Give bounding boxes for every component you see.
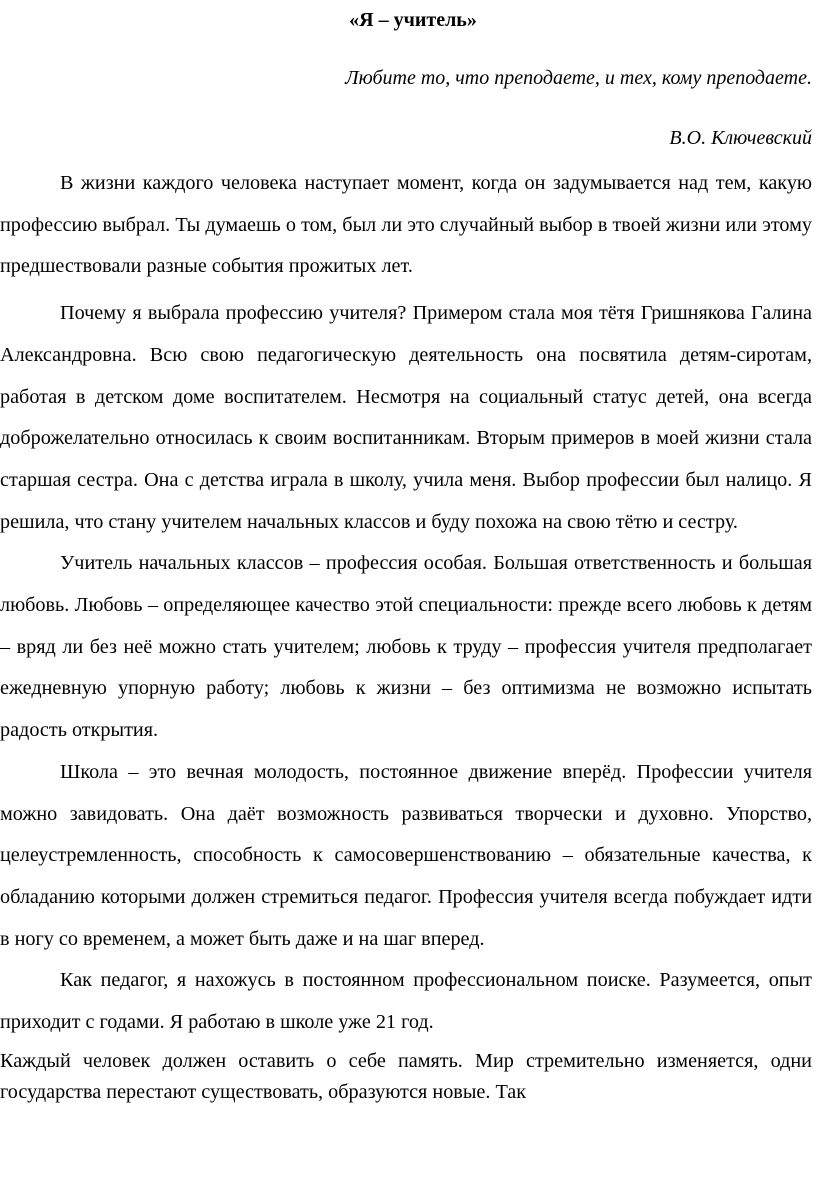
paragraph: Как педагог, я нахожусь в постоянном профессиональном поиске. Разумеется, опыт приходит с годами. Я работаю в школе уже 21 год. <box>0 969 812 1034</box>
epigraph-quote: Любите то, что преподаете, и тех, кому преподаете. <box>345 67 812 89</box>
paragraph: Школа – это вечная молодость, постоянное движение вперёд. Профессии учителя можно завидовать. Она даёт возможность развиваться творчески и духовно. Упорство, целеустремленность, способность к самосовершенствованию – обязательные качества, к обладанию которыми должен стремиться педагог. Профессия учителя всегда побуждает идти в ногу со временем, а может быть даже и на шаг вперед. <box>0 760 812 950</box>
page-title: «Я – учитель» <box>349 9 477 31</box>
paragraph: В жизни каждого человека наступает момент, когда он задумывается над тем, какую профессию выбрал. Ты думаешь о том, был ли это случайный выбор в твоей жизни или этому предшествовали разные события прожитых лет. <box>0 172 812 278</box>
paragraph: Каждый человек должен оставить о себе память. Мир стремительно изменяется, одни государства перестают существовать, образуются новые. Так <box>0 1049 812 1104</box>
paragraph: Почему я выбрала профессию учителя? Примером стала моя тётя Гришнякова Галина Александровна. Всю свою педагогическую деятельность она посвятила детям-сиротам, работая в детском доме воспитателем. Несмотря на социальный статус детей, она всегда доброжелательно относилась к своим воспитанникам. Вторым примеров в моей жизни стала старшая сестра. Она с детства играла в школу, учила меня. Выбор профессии был налицо. Я решила, что стану учителем начальных классов и буду похожа на свою тётю и сестру. <box>0 302 812 533</box>
essay-body <box>0 163 812 1109</box>
paragraph: Учитель начальных классов – профессия особая. Большая ответственность и большая любовь. Любовь – определяющее качество этой специальности: прежде всего любовь к детям – вряд ли без неё можно стать учителем; любовь к труду – профессия учителя предполагает ежедневную упорную работу; любовь к жизни – без оптимизма не возможно испытать радость открытия. <box>0 552 812 742</box>
epigraph-author: В.О. Ключевский <box>669 127 812 149</box>
